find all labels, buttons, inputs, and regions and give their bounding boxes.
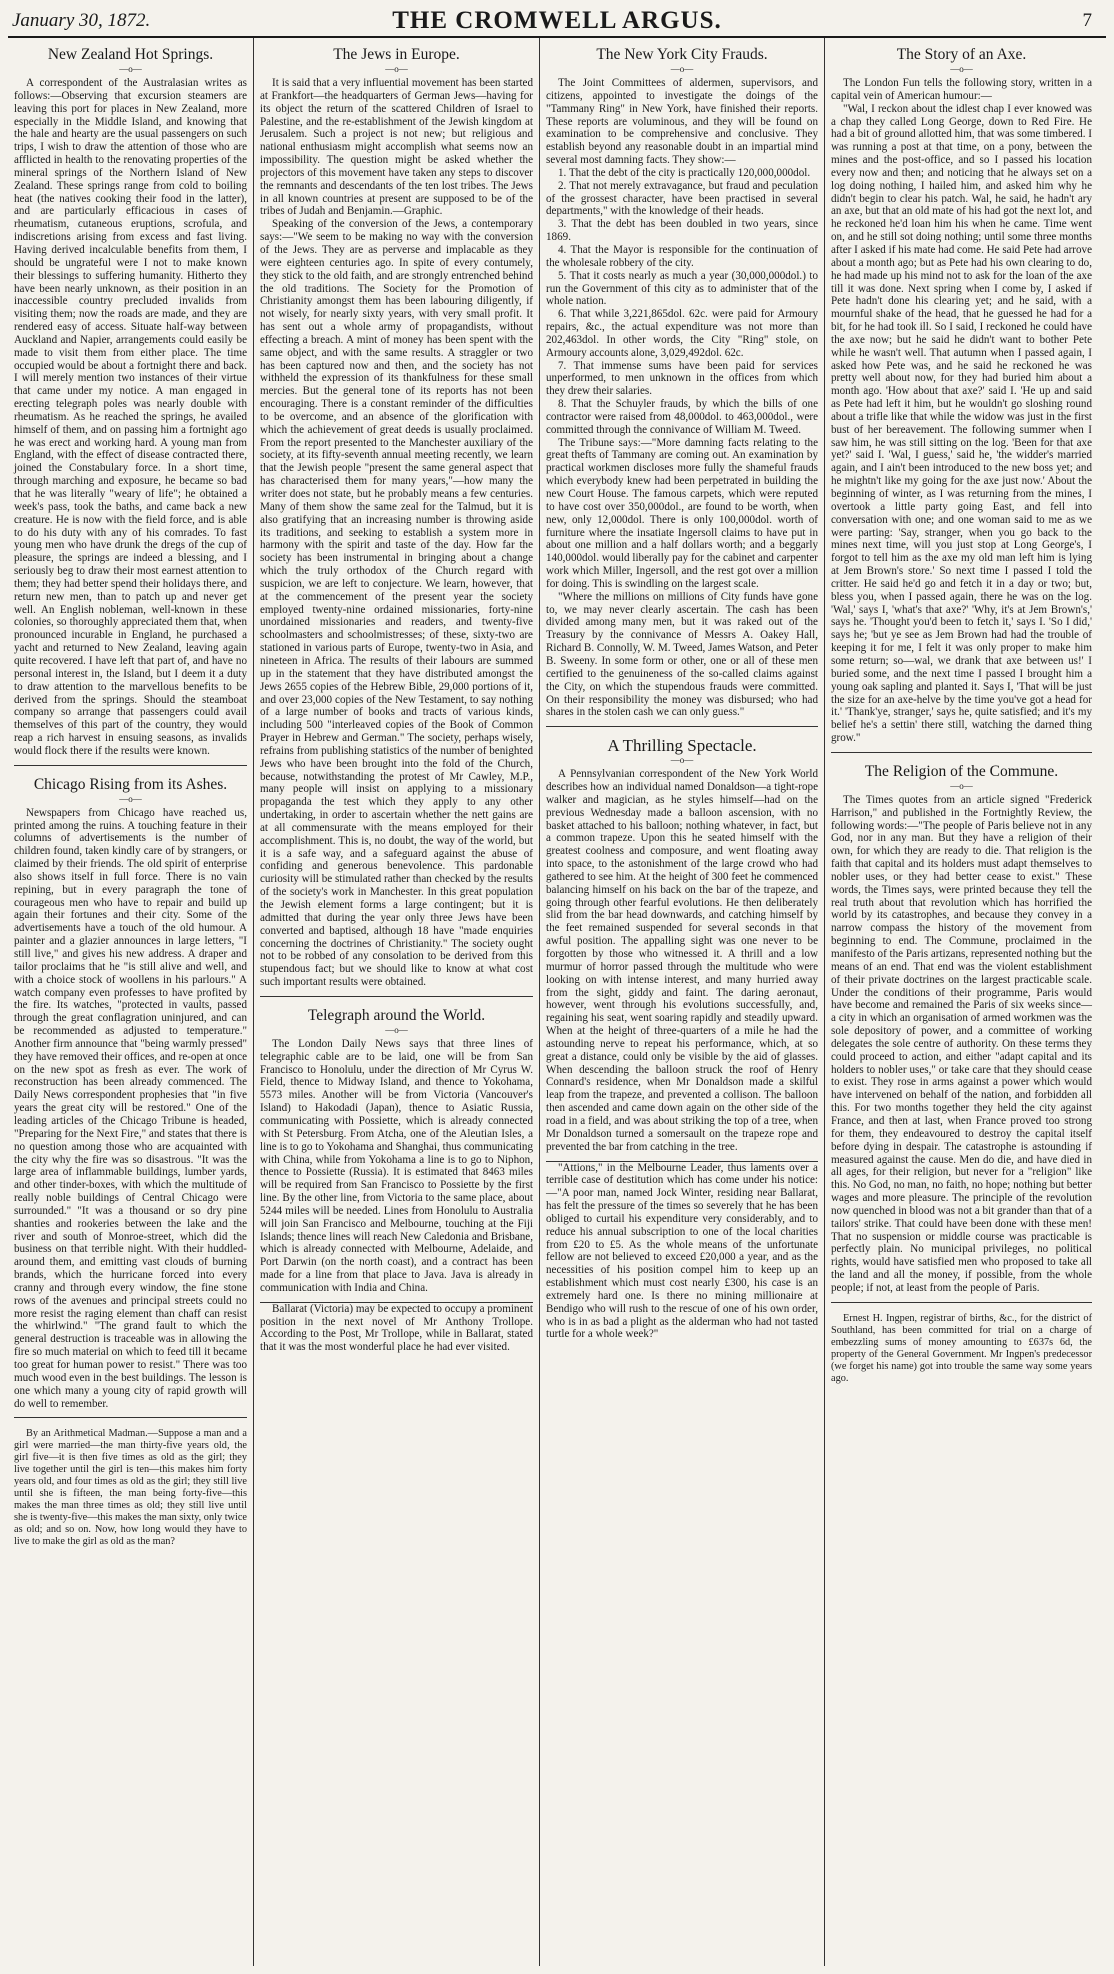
article-paragraph: Speaking of the conversion of the Jews, a contemporary says:—"We seem to be making no way with the conversion of the Jews. They are as perverse and implacable as they were eighteen centuries ago. In spite of every contumely, they stick to the old faith, and are strongly entrenched behind the old traditions. The Society for the Promotion of Christianity amongst them has been labouring diligently, if not wisely, for nearly sixty years, with very small profit. It has sent out a whole army of propagandists, without effecting a breach. A mint of money has been spent with the same object, and with the same results. A straggler or two has been captured now and then, and the society has not withheld the expression of its thankfulness for these small mercies. But the general tone of its reports has not been encouraging. There is a constant reminder of the difficulties to be overcome, and an absence of the glorification with which the achievement of great deeds is usually proclaimed. From the report presented to the Manchester auxiliary of the society, at its fifty-seventh annual meeting recently, we learn that the Jewish people "present the same general aspect that has characterised them for many years,"—how many the writer does not state, but he probably means a few centuries. Many of them show the same zeal for the Talmud, but it is also gratifying that an increasing number is throwing aside its traditions, and seeking to establish a system more in harmony with the spirit and taste of the day. How far the society has been instrumental in bringing about a change which the truly orthodox of the Church regard with suspicion, we are left to conjecture. We learn, however, that at the commencement of the present year the society employed twenty-nine ordained missionaries, forty-nine unordained missionaries and readers, and twenty-five schoolmasters and schoolmistresses; of these, sixty-two are stationed in various parts of Europe, twenty-two in Asia, and nineteen in Africa. The results of their labours are summed up in the statement that they have distributed amongst the Jews 2655 copies of the Hebrew Bible, 29,000 portions of it, and over 23,000 copies of the New Testament, to say nothing of a large number of books and tracts of various kinds, including 500 "interleaved copies of the Book of Common Prayer in Hebrew and German." The society, perhaps wisely, refrains from publishing statistics of the number of benighted Jews who have been brought into the fold of the Church, because, notwithstanding the protest of Mr Cawley, M.P., many people will insist on applying to a missionary propaganda the test which they apply to any other undertaking, in order to ascertain whether the nett gains are at all commensurate with the means employed for their accomplishment. This is, no doubt, the way of the world, but it is a safe way, and a safeguard against the abuse of confiding and generous benevolence. This pardonable curiosity will be stimulated rather than checked by the results of the society's work in Manchester. In this great population the Jewish element forms a large contingent; but it is admitted that during the year only three Jews have been converted and baptised, although 18 have "made enquiries concerning the doctrines of Christianity." The society ought not to be robbed of any consolation to be derived from this stupendous fact; but we should like to know at what cost such important results were obtained.	[260, 218, 533, 989]
issue-date: January 30, 1872.	[12, 10, 151, 31]
column-2	[254, 38, 540, 1966]
headline-ornament: —o—	[950, 64, 973, 74]
column-3	[540, 38, 825, 1966]
headline-ornament: —o—	[385, 64, 408, 74]
article-ingpen-notice	[831, 1313, 1092, 1385]
article-paragraph: Ernest H. Ingpen, registrar of births, &c., for the district of Southland, has been committed for trial on a charge of embezzling sums of money amounting to £637s 6d, the property of the General Government. Mr Ingpen's predecessor (we forget his name) got into trouble the same way some years ago.	[831, 1312, 1092, 1384]
article-paragraph: A Pennsylvanian correspondent of the New York World describes how an individual named Donaldson—a tight-rope walker and magician, as he styles himself—had on the previous Wednesday made a balloon ascension, with no basket attached to his balloon; nothing whatever, in fact, but a common trapeze. Upon this he seated himself with the greatest coolness and composure, and went floating away into space, to the astonishment of the large crowd who had gathered to see him. At the height of 300 feet he commenced balancing himself on his back on the bar of the trapeze, and going through other fearful evolutions. He then deliberately slid from the bar head downwards, and catching himself by the feet remained suspended for several seconds in that awful position. The appalling sight was one never to be forgotten by those who witnessed it. A thrill and a low murmur of horror passed through the multitude who were looking on with intense interest, and many hurried away from the sight, giddy and faint. The daring aeronaut, however, went through his evolutions successfully, and, regaining his seat, went soaring rapidly and steadily upward. When at the height of three-quarters of a mile he had the astounding nerve to repeat his performance, which, at so great a distance, could only be visible by the aid of glasses. When descending the balloon struck the roof of Henry Connard's residence, when Mr Donaldson made a skilful leap from the trapeze, and prevented a collison. The balloon then ascended and came down again on the other side of the road in a field, and was about striking the top of a tree, when Mr Donaldson turned a somersault on the trapeze rope and prevented the bar from catching in the tree.	[546, 768, 818, 1153]
article-paragraph: The London Daily News says that three lines of telegraphic cable are to be laid, one will be from San Francisco to Honolulu, under the direction of Mr Cyrus W. Field, thence to Midway Island, and thence to Yokohama, 5573 miles. Another will be from Victoria (Vancouver's Island) to Hakodadi (Japan), thence to Asiatic Russia, communicating with Possiette, which is already connected with St Petersburg. From Atcha, one of the Aleutian Isles, a line is to go to Yokohama and Shanghai, thus communicating with China, while from Yokohama a line is to go to Niphon, thence to Possiette (Russia). It is estimated that 8463 miles will be required from San Francisco to Possiette by the first line. By the other line, from Victoria to the same place, about 5244 miles will be needed. Lines from Honolulu to Australia will join San Francisco and Melbourne, touching at the Fiji Islands; thence lines will reach New Caledonia and Brisbane, which is already connected with Melbourne, Adelaide, and Port Darwin (on the north coast), and a contract has been made for a line from that place to Java. Java is already in communication with India and China.	[260, 1037, 533, 1294]
article-thrilling-spectacle	[546, 737, 818, 1341]
article-divider	[831, 1302, 1092, 1303]
article-divider	[260, 996, 533, 997]
article-paragraph: Newspapers from Chicago have reached us, printed among the ruins. A touching feature in their columns of advertisements is the number of children found, taken kindly care of by strangers, or claimed by their friends. The old spirit of enterprise also shows itself in full force. There is no vain repining, but in every paragraph the tone of courageous men who have to repair and build up again their fortunes and their city. Some of the advertisements have a touch of the old humour. A painter and a glazier announces in large letters, "I still live," and gives his new address. A draper and tailor proclaims that he "is still alive and well, and with a choice stock of woollens in his parlours." A watch company even professes to have profited by the fire. Its watches, "protected in vaults, passed through the great conflagration uninjured, and can be recommended as adjusted to temperature." Another firm announce that "being warmly pressed" they have removed their offices, and re-open at once on the new spot as fresh as ever. The work of reconstruction has been already commenced. The Daily News correspondent prophesies that "in five years the great city will be restored." One of the leading articles of the Chicago Tribune is headed, "Preparing for the Next Fire," and states that there is no question among those who are acquainted with the city why the fire was so disastrous. "It was the large area of inflammable buildings, lumber yards, and other tinder-boxes, with which the multitude of really noble buildings of Central Chicago were surrounded." "It was a thousand or so dry pine shanties and rookeries between the lake and the river and south of Monroe-street, which did the business on that terrible night. With their huddled-around them, and emitting vast clouds of burning brands, which the hurricane forced into every cranny and through every window, the fine stone rows of the avenues and principal streets could no more resist the raging element than chaff can resist the whirlwind." "The grand fault to which the general destruction is traceable was in allowing the fire so much material on which to feed till it became too great for human power to resist." There was too much wood even in the best buildings. The lesson is one which many a young city of rapid growth will do well to remember.	[14, 806, 247, 1410]
article-paragraph: 3. That the debt has been doubled in two years, since 1869.	[546, 218, 818, 244]
article-telegraph	[260, 1007, 533, 1354]
newspaper-title: THE CROMWELL ARGUS.	[392, 7, 722, 34]
headline: Chicago Rising from its Ashes.	[33, 775, 228, 793]
article-paragraph: 5. That it costs nearly as much a year (30,000,000dol.) to run the Government of this city as to administer that of the whole nation.	[546, 269, 818, 308]
headline-ornament: —o—	[385, 1024, 408, 1035]
article-jews-in-europe	[260, 46, 533, 997]
article-paragraph: The Times quotes from an article signed "Frederick Harrison," and published in the Fortnightly Review, the following words:—"The people of Paris believe not in any God, nor in any man. But they have a religion of their own, for which they are ready to die. That religion is the faith that capital and its holders must adapt themselves to nobler uses, or they had better cease to exist." These words, the Times says, were printed because they tell the real truth about that revolution which has horrified the world by its catastrophes, and because they convey in a narrow compass the history of the movement from beginning to end. The Commune, proclaimed in the manifesto of the Paris artizans, represented nothing but the means of an end. That end was the violent establishment of their private doctrines on the largest practicable scale. Under the conditions of their programme, Paris would have become and remained the Paris of six weeks since—a city in which an organisation of armed workmen was the sole depository of power, and a committee of working delegates the sole centre of authority. On these terms they could proceed to action, and either "adapt capital and its holders to nobler uses," or take care that they should cease to exist. They rose in arms against a power which would have intervened on behalf of the nation, and forbidden all this. For two months together they held the city against France, and then at last, when France proved too strong for them, they endeavoured to destroy the capital itself before dying in despair. The catastrophe is astounding if measured against the cause. Men do die, and have died in all ages, for their religion, but never for a "religion" like this. No God, no man, no faith, no hope; nothing but better wages and more pleasure. The principle of the revolution now quenched in blood was not a bit grander than that of a tailors' strike. That could have been done with these men! That no suspension or middle course was practicable is perfectly plain. No municipal privileges, no political rights, would have satisfied men who proposed to take all the land and all the money, if possible, from the whole people; if not, at least from the people of Paris.	[831, 793, 1092, 1294]
article-nz-hot-springs	[14, 46, 247, 766]
headline: New Zealand Hot Springs.	[47, 46, 214, 63]
article-paragraph: "Wal, I reckon about the idlest chap I ever knowed was a chap they called Long George, down to Red Fire. He had a bit of ground allotted him, that was some timbered. I was running a post at that time, on a pony, between the mines and the post-office, and so I passed his location every now and then; and noticing that he always set on a log doing nothing, I hailed him, and asked him why he didn't begin to clear his patch. Wal, he said, he hadn't ary an axe, but that an old mate of his had got the next lot, and he reckoned he'd loan him his when he came. Time went on, and he still sot doing nothing; until some three months after I asked if his mate had come. He said Pete had arrove about a month ago; but as Pete had his own clearing to do, he had made up his mind not to ask for the loan of the axe till it was done. Next spring when I come by, I asked if Pete hadn't done his clearing yet; and he said, with a mournful shake of the head, that he guessed he had for a bit, for he had took ill. So I said, I reckoned he could have the axe now; but he said he didn't want to bother Pete while he wasn't well. That autumn when I passed again, I asked how Pete was, and he said he reckoned he was pretty well about now, for they had buried him about a month ago. 'How about that axe?' said I. 'He up and said as Pete had left it him, but he wouldn't go sloshing round about a trifle like that while the widow was just in the first bust of her bereavement. The following summer when I saw him, he was still sitting on the log. 'Been for that axe yet?' said I. 'Wal, I guess,' said he, 'the widder's married again, and I ain't been introduced to the new boss yet; and he mightn't like my going for the axe just now.' About the beginning of winter, as I was returning from the mines, I overtook a little party going East, and fell into conversation with one; and one woman said to me as we were parting: 'Say, stranger, when you go back to the mines next time, will you just stop at Long George's, I forgot to tell him as the axe my old man left him is lying at Jem Brown's store.' So next time I passed I told the critter. He said he'd go and fetch it in a day or two; but, bless you, when I passed again, there he was on the log. 'Wal,' says I, 'what's that axe?' 'Why, it's at Jem Brown's,' says he. 'Thought you'd been to fetch it,' says I. 'So I did,' says he; 'but ye see as Jem Brown had had the trouble of keeping it for me, I felt it was only proper to make him some return; so—wal, we drank that axe between us!' I buried some, and the next time I passed I brought him a young oak sapling and planted it. Says I, 'That will be just the size for an axe-helve by the time you've got a head for it.' 'Thank'ye, stranger,' says he, quite satisfied; and it's my belief he's a settin' there still, watching the darned thing grow."	[831, 102, 1092, 745]
article-divider	[546, 726, 818, 727]
article-paragraph: The Tribune says:—"More damning facts relating to the great thefts of Tammany are coming out. An examination by practical workmen discloses more fully the shameful frauds which everybody knew had been perpetrated in building the new Court House. The famous carpets, which were reputed to have cost over 350,000dol., are found to be worth, when new, only 12,000dol. There is only 100,000dol. worth of furniture where the insatiate Ingersoll claims to have put in about one million and a half dollars worth; and a beggarly 140,000dol. would liberally pay for the cabinet and carpenter work which Miller, Ingersoll, and the rest got over a million for doing. This is swindling on the largest scale.	[546, 436, 818, 590]
article-divider	[14, 1417, 247, 1418]
article-arithmetical-madman	[14, 1428, 247, 1548]
article-paragraph: Ballarat (Victoria) may be expected to occupy a prominent position in the next novel of Mr Anthony Trollope. According to the Post, Mr Trollope, while in Ballarat, stated that it was the most wonderful place he had ever visited.	[260, 1302, 533, 1354]
article-paragraph: 4. That the Mayor is responsible for the continuation of the wholesale robbery of the city.	[546, 243, 818, 269]
page-number: 7	[1082, 10, 1092, 31]
column-1	[8, 38, 254, 1966]
headline-ornament: —o—	[950, 780, 973, 791]
article-ny-frauds	[546, 46, 818, 727]
headline: The Jews in Europe.	[333, 46, 460, 63]
article-paragraph: By an Arithmetical Madman.—Suppose a man and a girl were married—the man thirty-five years old, the girl five—it is then five times as old as the girl; they live together until the girl is ten—this makes him forty years old, and four times as old as the girl; they still live until she is fifteen, the man being forty-five—this makes the man three times as old; they still live until she is twenty-five—this makes the man sixty, only twice as old; and so on. Now, how long would they have to live to make the girl as old as the man?	[14, 1428, 247, 1548]
headline-ornament: —o—	[670, 755, 694, 766]
article-paragraph: "Attions," in the Melbourne Leader, thus laments over a terrible case of destitution which has come under his notice:—"A poor man, named Jock Winter, residing near Ballarat, has felt the pressure of the times so severely that he has been obliged to curtail his expenditure very considerably, and to reduce his annual subscription to one of the local charities from £20 to £5. As the whole means of the unfortunate fellow are not believed to exceed £20,000 a year, and as the necessities of his position compel him to keep up an establishment which must cost nearly £300, his case is an extremely hard one. Is there no mining millionaire at Bendigo who will rush to the rescue of one of his own order, who is in as bad a plight as the alderman who had not tasted turtle for a whole week?"	[546, 1161, 818, 1341]
article-divider	[831, 752, 1092, 753]
column-4	[825, 38, 1098, 1966]
article-paragraph: "Where the millions on millions of City funds have gone to, we may never clearly ascertain. The cash has been divided among many men, but it was raked out of the Treasury by the connivance of Messrs A. Oakey Hall, Richard B. Connolly, W. M. Tweed, James Watson, and Peter B. Sweeny. In some form or other, one or all of these men certified to the genuineness of the so-called claims against the City, on which the stupendous frauds were committed. On their responsibility the money was disbursed; who had shares in the stolen cash we can only guess."	[546, 590, 818, 719]
headline: A Thrilling Spectacle.	[607, 736, 757, 756]
article-paragraph: It is said that a very influential movement has been started at Frankfort—the headquarters of German Jews—having for its object the return of the scattered Children of Israel to Palestine, and the re-establishment of the Jewish kingdom at Jerusalem. Such a project is not new; but religious and national enthusiasm might accomplish what seems now an impossibility. The question might be asked whether the projectors of this movement have taken any steps to discover the remnants and descendants of the ten lost tribes. The Jews in all known countries at present are supposed to be of the tribes of Judah and Benjamin.—Graphic.	[260, 77, 533, 218]
article-paragraph: 1. That the debt of the city is practically 120,000,000dol.	[558, 166, 811, 179]
masthead	[8, 6, 1106, 38]
article-chicago	[14, 776, 247, 1419]
headline: The Story of an Axe.	[896, 46, 1027, 63]
headline: The New York City Frauds.	[596, 46, 768, 63]
headline-ornament: —o—	[119, 793, 142, 804]
article-divider	[14, 765, 247, 766]
headline-ornament: —o—	[119, 64, 142, 74]
article-story-of-an-axe	[831, 46, 1092, 753]
article-religion-commune	[831, 763, 1092, 1303]
headline: Telegraph around the World.	[307, 1006, 486, 1024]
headline: The Religion of the Commune.	[864, 762, 1059, 780]
article-paragraph: The London Fun tells the following story, written in a capital vein of American humour:—	[831, 77, 1092, 102]
article-paragraph: 8. That the Schuyler frauds, by which the bills of one contractor were raised from 48,000dol. to 463,000dol., were committed through the connivance of William M. Tweed.	[546, 398, 818, 436]
article-paragraph: 2. That not merely extravagance, but fraud and peculation of the grossest character, have been practised in several departments," with the knowledge of their heads.	[546, 179, 818, 218]
columns	[8, 38, 1106, 1966]
article-paragraph: A correspondent of the Australasian writes as follows:—Observing that excursion steamers are leaving this port for places in New Zealand, more especially in the Middle Island, and knowing that the hale and hearty are the usual passengers on such trips, I wish to draw the attention of those who are afflicted in health to the renovating properties of the mineral springs of the Northern Island of New Zealand. These springs range from cold to boiling heat (the natives cooking their food in the latter), and are particularly efficacious in cases of rheumatism, cutaneous eruptions, scrofula, and indiscretions arising from excess and fast living. Having derived incalculable benefits from them, I should be ungrateful were I not to make known their blessings to suffering humanity. Hitherto they have been nearly unknown, as their position in an inaccessible country precluded invalids from visiting them; now the roads are made, and they are rendered easy of access. Situate half-way between Auckland and Napier, arrangements could easily be made to visit them from either place. The time occupied would be about a fortnight there and back. I will merely mention two instances of their virtue that came under my notice. A man engaged in erecting telegraph poles was nearly double with rheumatism. As he reached the springs, he availed himself of them, and on passing him a fortnight ago he was erect and working hard. A young man from England, with the effect of disease contracted there, joined the Constabulary force. In a short time, through marching and exposure, he became so bad that he was literally "weary of life"; he obtained a week's pass, took the baths, and came back a new creature. He is now with the field force, and is able to do his duty with any of his comrades. To fast young men who have drunk the dregs of the cup of pleasure, the springs are indeed a blessing, and I seriously beg to draw their most earnest attention to them; they had better spend their holidays there, and return new men, than to patch up and never get well. An English nobleman, well-known in these colonies, so thoroughly appreciated them that, when pronounced incurable in England, he purchased a yacht and returned to New Zealand, leaving again quite recovered. I have left that part of, and have no personal interest in, the Island, but I deem it a duty to draw attention to the marvellous benefits to be derived from the springs. Should the steamboat company so arrange that passengers could avail themselves of this part of the country, they would reap a rich harvest in ensuing seasons, as invalids would flock there if the results were known.	[14, 77, 247, 757]
article-paragraph: The Joint Committees of aldermen, supervisors, and citizens, appointed to investigate the doings of the "Tammany Ring" in New York, have finished their reports. These reports are voluminous, and they will be found on examination to be comprehensive and conclusive. They establish beyond any reasonable doubt in an impartial mind several most damning facts. They show:—	[546, 77, 818, 167]
headline-ornament: —o—	[670, 64, 694, 74]
article-paragraph: 6. That while 3,221,865dol. 62c. were paid for Armoury repairs, &c., the actual expenditure was not more than 202,463dol. In other words, the City "Ring" stole, on Armoury accounts alone, 3,029,492dol. 62c.	[546, 308, 818, 359]
article-paragraph: 7. That immense sums have been paid for services unperformed, to men unknown in the offices from which they drew their salaries.	[546, 359, 818, 398]
